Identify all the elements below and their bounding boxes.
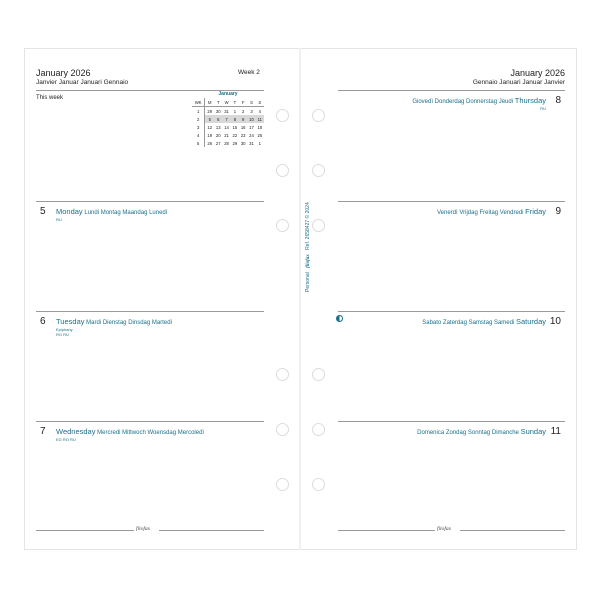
day-name-translations: Giovedì Donderdag Donnerstag Jeudi [412,99,514,105]
right-diary-page [301,48,577,550]
day-name-english: Friday [525,207,546,216]
day-name-translations: Mardi Dienstag Dinsdag Martedì [86,320,173,326]
cal-day-cell: 1 [258,140,261,146]
punch-hole-icon [312,109,325,122]
cal-day-cell: 24 [249,132,254,138]
cal-day-cell: 18 [257,124,263,130]
day-rule [338,311,565,312]
cal-day-cell: 12 [207,124,213,130]
cal-header-cell: W [222,98,230,107]
cal-header-cell: M [205,98,214,107]
day-rule [36,421,264,422]
cal-day-cell: 7 [222,115,230,123]
cal-header-cell: T [214,98,222,107]
punch-hole-icon [312,368,325,381]
day-number: 5 [40,206,46,217]
brand-logo: filofax [437,526,452,532]
day-name [412,96,546,105]
punch-hole-icon [312,219,325,232]
cal-day-cell: 2 [242,108,245,114]
mini-calendar [192,91,264,147]
cal-day-cell: 20 [215,132,221,138]
cal-day-cell: 29 [207,108,213,114]
ref-brand-logo: filofax [306,254,311,268]
cal-day-cell: 26 [207,140,213,146]
this-week-label: This week [36,95,64,101]
cal-header-cell: T [231,98,239,107]
cal-day-cell: 17 [249,124,254,130]
punch-hole-icon [312,164,325,177]
footer-rule-left [36,530,134,531]
day-name [56,427,204,436]
right-month-title: January 2026 [510,68,565,78]
cal-week-number: 1 [192,107,205,116]
day-name-english: Sunday [520,427,546,436]
day-number: 10 [549,316,561,327]
day-rule [338,201,565,202]
cal-day-cell: 29 [232,140,238,146]
day-number: 7 [40,426,46,437]
cal-day-cell: 30 [215,108,221,114]
format-label: Personal [305,272,311,292]
punch-hole-icon [312,423,325,436]
cal-week-number: 4 [192,131,205,139]
punch-hole-icon [312,478,325,491]
day-number: 8 [555,95,561,106]
cal-week-number: 5 [192,139,205,147]
punch-hole-icon [276,164,289,177]
cal-day-cell: 6 [214,115,222,123]
cal-day-cell: 21 [224,132,229,138]
mini-calendar-week-row [192,131,264,139]
cal-header-cell: WK [192,98,205,107]
week-number-label: Week 2 [238,69,260,76]
mini-calendar-week-row [192,123,264,131]
punch-hole-icon [276,478,289,491]
cal-day-cell: 8 [231,115,239,123]
punch-hole-icon [276,368,289,381]
holiday-codes: RU [56,217,62,222]
product-reference [305,202,311,292]
mini-calendar-grid [192,98,264,147]
cal-header-cell: F [239,98,247,107]
copyright: © 2024 [305,202,311,219]
footer-rule-left [338,530,435,531]
cal-header-cell: S [256,98,264,107]
punch-hole-icon [276,423,289,436]
cal-week-number: 2 [192,115,205,123]
day-number: 6 [40,316,46,327]
day-name-english: Tuesday [56,317,85,326]
day-rule [36,201,264,202]
brand-logo: filofax [136,526,151,532]
left-month-title: January 2026 [36,68,91,78]
cal-header-cell: S [247,98,255,107]
day-name-english: Saturday [515,317,546,326]
cal-day-cell: 3 [250,108,253,114]
mini-calendar-week-row [192,107,264,116]
day-name-translations: Mercredi Mittwoch Woensdag Mercoledì [97,430,205,436]
header-rule [338,90,565,91]
left-diary-page [24,48,300,550]
day-name [437,207,546,216]
holiday-codes: RO RU [56,332,69,337]
cal-day-cell: 11 [257,116,262,122]
day-name-english: Thursday [514,96,546,105]
cal-day-cell: 9 [239,115,247,123]
punch-hole-icon [276,109,289,122]
day-name [417,427,546,436]
day-name [56,207,167,216]
day-rule [36,311,264,312]
mini-calendar-week-row [192,139,264,147]
mini-calendar-header-row [192,98,264,107]
cal-day-cell: 25 [257,132,263,138]
day-name [56,317,172,326]
day-name-english: Wednesday [56,427,96,436]
cal-day-cell: 14 [224,124,229,130]
day-name [422,317,546,326]
cal-day-cell: 30 [240,140,246,146]
first-quarter-moon-icon [336,315,343,322]
left-month-translations: Janvier Januar Januari Gennaio [36,79,129,86]
cal-day-cell: 28 [224,140,229,146]
cal-week-number: 3 [192,123,205,131]
punch-hole-icon [276,219,289,232]
day-name-translations: Domenica Zondag Sonntag Dimanche [417,430,519,436]
day-name-translations: Sabato Zaterdag Samstag Samedi [422,320,515,326]
page-spine [299,48,301,550]
cal-day-cell: 10 [249,116,254,122]
cal-day-cell: 1 [233,108,237,114]
day-number: 11 [550,426,561,437]
cal-day-cell: 4 [258,108,261,114]
ref-number: Ref. 2658427 [305,219,311,250]
holiday-codes: EG RO RU [56,437,76,442]
cal-day-cell: 15 [232,124,238,130]
cal-day-cell: 16 [240,124,246,130]
footer-rule-right [159,530,264,531]
cal-day-cell: 19 [207,132,213,138]
day-rule [338,421,565,422]
cal-day-cell: 27 [215,140,221,146]
holiday-name: Epiphany [56,327,73,332]
day-number: 9 [555,206,561,217]
mini-calendar-week-row [192,115,264,123]
cal-day-cell: 22 [232,132,238,138]
day-name-english: Monday [56,207,83,216]
day-name-translations: Venerdì Vrijdag Freitag Vendredi [436,210,524,216]
mini-calendar-title: January [218,91,238,97]
right-month-translations: Gennaio Januari Januar Janvier [472,79,565,86]
cal-day-cell: 23 [240,132,246,138]
cal-day-cell: 5 [205,115,214,123]
day-name-translations: Lundi Montag Maandag Lunedì [84,210,168,216]
cal-day-cell: 31 [224,108,229,114]
footer-rule-right [460,530,565,531]
cal-day-cell: 13 [215,124,221,130]
cal-day-cell: 31 [249,140,254,146]
holiday-codes: RU [540,106,546,111]
